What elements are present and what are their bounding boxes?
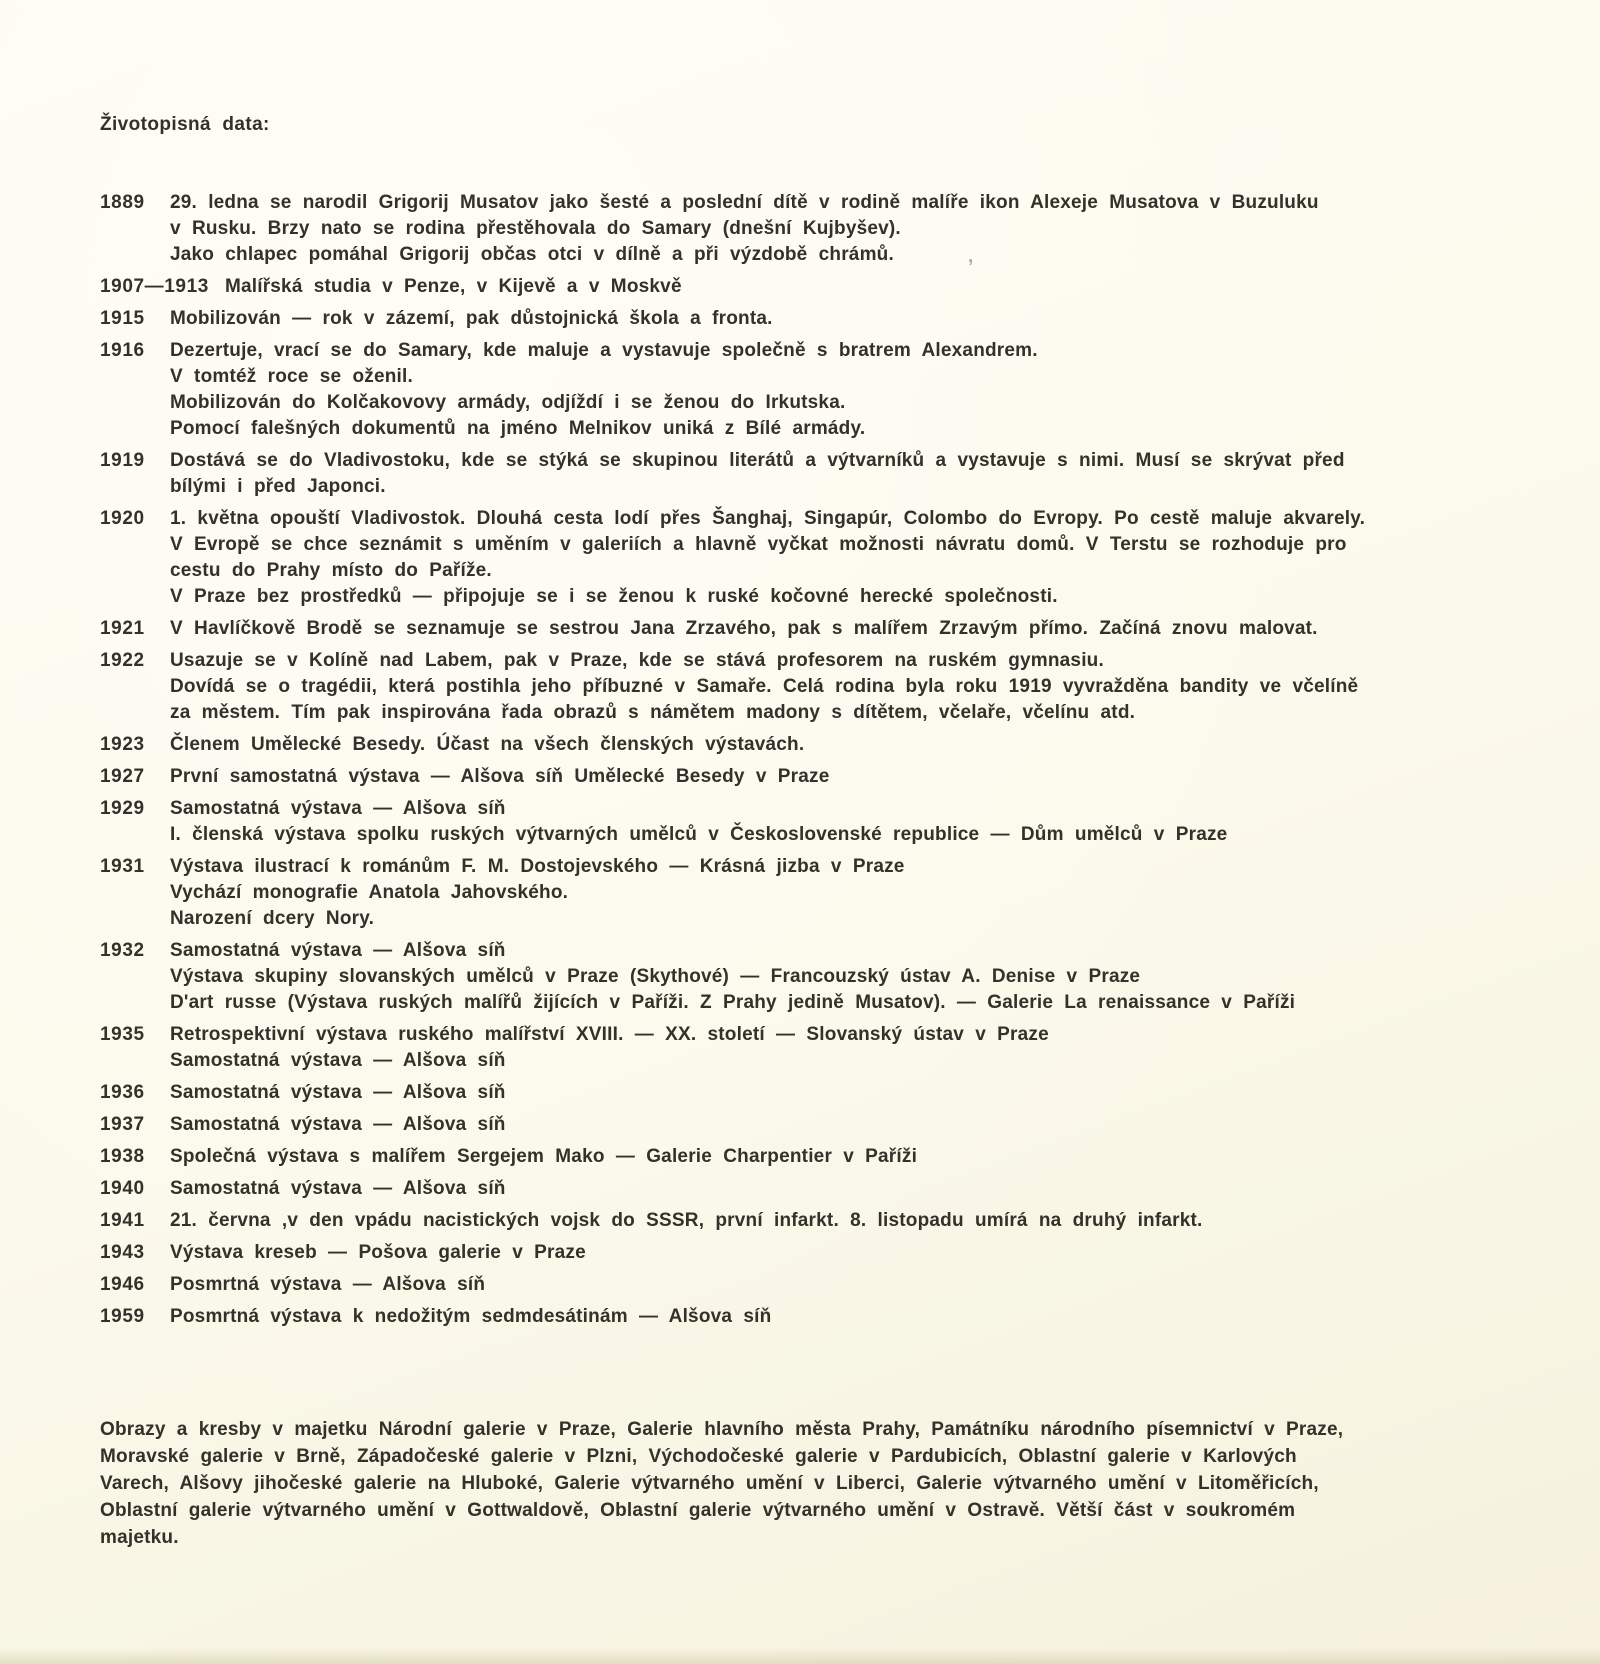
year-label: 1946 (100, 1274, 145, 1295)
year-label: 1923 (100, 734, 145, 755)
entry-line (170, 1022, 1505, 1048)
entry-line (170, 732, 1505, 758)
entry-line (170, 938, 1505, 964)
entry-line-text: Posmrtná výstava — Alšova síň (170, 1274, 486, 1295)
entry-line-text: 29. ledna se narodil Grigorij Musatov jako šesté a poslední dítě v rodině malíře ikon Alexeje Musatova v Buzuluku (170, 192, 1319, 213)
timeline-entry (100, 190, 1505, 268)
entry-text (170, 732, 1505, 758)
entry-line-text: Vychází monografie Anatola Jahovského. (170, 882, 569, 903)
entry-text (170, 938, 1505, 1016)
entry-line (170, 700, 1505, 726)
footer-line (100, 1443, 1505, 1470)
entry-line (170, 242, 1505, 268)
entry-line (170, 474, 1505, 500)
timeline-entry (100, 796, 1505, 848)
entry-line-text: Dostává se do Vladivostoku, kde se stýká se skupinou literátů a výtvarníků a vystavuje s nimi. Musí se skrývat před (170, 450, 1345, 471)
footer-line (100, 1524, 1505, 1551)
timeline-entry (100, 1272, 1505, 1298)
year-label: 1959 (100, 1306, 145, 1327)
entry-text (225, 274, 1505, 300)
entry-text (170, 764, 1505, 790)
collections-paragraph (100, 1416, 1505, 1551)
footer-line-text: Varech, Alšovy jihočeské galerie na Hluboké, Galerie výtvarného umění v Liberci, Galerie výtvarného umění v Litoměřicích, (100, 1473, 1319, 1494)
entry-line-text: 1. května opouští Vladivostok. Dlouhá cesta lodí přes Šanghaj, Singapúr, Colombo do Evropy. Po cestě maluje akvarely. (170, 508, 1366, 529)
biography-timeline (100, 190, 1505, 1330)
entry-line-text: Samostatná výstava — Alšova síň (170, 940, 506, 961)
entry-text (170, 1144, 1505, 1170)
page-title (100, 112, 1505, 138)
timeline-entry (100, 448, 1505, 500)
entry-line-text: Usazuje se v Kolíně nad Labem, pak v Praze, kde se stává profesorem na ruském gymnasiu. (170, 650, 1104, 671)
timeline-entry (100, 1112, 1505, 1138)
entry-line-text: Výstava skupiny slovanských umělců v Praze (Skythové) — Francouzský ústav A. Denise v Praze (170, 966, 1141, 987)
entry-line (170, 190, 1505, 216)
year-label: 1937 (100, 1114, 145, 1135)
entry-line-text: Posmrtná výstava k nedožitým sedmdesátinám — Alšova síň (170, 1306, 772, 1327)
entry-line-text: Retrospektivní výstava ruského malířství XVIII. — XX. století — Slovanský ústav v Praze (170, 1024, 1049, 1045)
year-label: 1935 (100, 1024, 145, 1045)
timeline-entry (100, 616, 1505, 642)
entry-line (170, 306, 1505, 332)
footer-line (100, 1416, 1505, 1443)
entry-text (170, 1176, 1505, 1202)
entry-line (170, 990, 1505, 1016)
timeline-entry (100, 306, 1505, 332)
entry-line (170, 616, 1505, 642)
timeline-entry (100, 1176, 1505, 1202)
entry-line-text: Společná výstava s malířem Sergejem Mako — Galerie Charpentier v Paříži (170, 1146, 918, 1167)
entry-line-text: Výstava ilustrací k románům F. M. Dostojevského — Krásná jizba v Praze (170, 856, 905, 877)
timeline-entry (100, 938, 1505, 1016)
entry-line-text: Výstava kreseb — Pošova galerie v Praze (170, 1242, 586, 1263)
entry-text (170, 1304, 1505, 1330)
entry-line (170, 558, 1505, 584)
year-label: 1938 (100, 1146, 145, 1167)
year-label: 1941 (100, 1210, 145, 1231)
entry-line-text: D'art russe (Výstava ruských malířů žijících v Paříži. Z Prahy jedině Musatov). — Galerie La renaissance v Paříži (170, 992, 1296, 1013)
entry-line (170, 1208, 1505, 1234)
entry-line-text: I. členská výstava spolku ruských výtvarných umělců v Československé republice — Dům umělců v Praze (170, 824, 1228, 845)
entry-line-text: Jako chlapec pomáhal Grigorij občas otci v dílně a při výzdobě chrámů. (170, 244, 894, 265)
timeline-entry (100, 764, 1505, 790)
entry-line-text: Narození dcery Nory. (170, 908, 375, 929)
footer-line-text: majetku. (100, 1527, 179, 1548)
timeline-entry (100, 732, 1505, 758)
entry-line (170, 532, 1505, 558)
entry-text (170, 338, 1505, 442)
entry-line (170, 364, 1505, 390)
entry-line (170, 584, 1505, 610)
entry-line-text: bílými i před Japonci. (170, 476, 386, 497)
entry-line (170, 822, 1505, 848)
entry-line-text: Mobilizován — rok v zázemí, pak důstojnická škola a fronta. (170, 308, 773, 329)
print-artifact: , (968, 246, 974, 267)
entry-line (170, 764, 1505, 790)
entry-line-text: Dezertuje, vrací se do Samary, kde maluje a vystavuje společně s bratrem Alexandrem. (170, 340, 1038, 361)
timeline-entry (100, 1304, 1505, 1330)
entry-line (170, 1272, 1505, 1298)
footer-line-text: Obrazy a kresby v majetku Národní galerie v Praze, Galerie hlavního města Prahy, Památníku národního písemnictví v Praze, (100, 1419, 1344, 1440)
entry-line-text: Malířská studia v Penze, v Kijevě a v Moskvě (224, 276, 682, 297)
entry-text (170, 1272, 1505, 1298)
entry-line-text: V Evropě se chce seznámit s uměním v galeriích a hlavně vyčkat možnosti návratu domů. V Terstu se rozhoduje pro (170, 534, 1347, 555)
timeline-entry (100, 1080, 1505, 1106)
entry-line (170, 1080, 1505, 1106)
entry-line (170, 854, 1505, 880)
entry-line-text: První samostatná výstava — Alšova síň Umělecké Besedy v Praze (170, 766, 830, 787)
year-label: 1915 (100, 308, 145, 329)
entry-line-text: Mobilizován do Kolčakovovy armády, odjíždí i se ženou do Irkutska. (170, 392, 846, 413)
entry-line (170, 906, 1505, 932)
entry-text (170, 1080, 1505, 1106)
timeline-entry (100, 1144, 1505, 1170)
entry-line-text: cestu do Prahy místo do Paříže. (170, 560, 492, 581)
entry-line-text: Dovídá se o tragédii, která postihla jeho příbuzné v Samaře. Celá rodina byla roku 1919 vyvražděna bandity ve včelíně (170, 676, 1359, 697)
entry-line (170, 796, 1505, 822)
year-label: 1907—1913 (100, 276, 209, 297)
entry-line (170, 390, 1505, 416)
entry-line (170, 1144, 1505, 1170)
entry-text (170, 1240, 1505, 1266)
year-label: 1922 (100, 650, 145, 671)
entry-text (170, 1208, 1505, 1234)
entry-text (170, 1112, 1505, 1138)
footer-line-text: Oblastní galerie výtvarného umění v Gottwaldově, Oblastní galerie výtvarného umění v Ostravě. Větší část v soukromém (100, 1500, 1296, 1521)
entry-line-text: za městem. Tím pak inspirována řada obrazů s námětem madony s dítětem, včelaře, včelínu atd. (170, 702, 1136, 723)
entry-line-text: V Praze bez prostředků — připojuje se i se ženou k ruské kočovné herecké společnosti. (170, 586, 1058, 607)
entry-line-text: V Havlíčkově Brodě se seznamuje se sestrou Jana Zrzavého, pak s malířem Zrzavým přímo. Začíná znovu malovat. (170, 618, 1318, 639)
year-label: 1931 (100, 856, 145, 877)
entry-line-text: Samostatná výstava — Alšova síň (170, 1050, 506, 1071)
footer-line (100, 1470, 1505, 1497)
entry-line (170, 964, 1505, 990)
year-label: 1929 (100, 798, 145, 819)
year-label: 1920 (100, 508, 145, 529)
entry-line-text: Členem Umělecké Besedy. Účast na všech členských výstavách. (170, 734, 805, 755)
year-label: 1921 (100, 618, 145, 639)
entry-line (170, 448, 1505, 474)
footer-line (100, 1497, 1505, 1524)
timeline-entry (100, 506, 1505, 610)
entry-line-text: 21. června ,v den vpádu nacistických vojsk do SSSR, první infarkt. 8. listopadu umírá na druhý infarkt. (170, 1210, 1203, 1231)
entry-line (170, 1176, 1505, 1202)
entry-text (170, 854, 1505, 932)
entry-line (170, 648, 1505, 674)
timeline-entry (100, 1208, 1505, 1234)
timeline-entry (100, 1022, 1505, 1074)
entry-line-text: Samostatná výstava — Alšova síň (170, 1178, 506, 1199)
year-label: 1940 (100, 1178, 145, 1199)
footer-line-text: Moravské galerie v Brně, Západočeské galerie v Plzni, Východočeské galerie v Pardubicích, Oblastní galerie v Karlových (100, 1446, 1297, 1467)
entry-text (170, 648, 1505, 726)
entry-line (170, 1304, 1505, 1330)
entry-text (170, 190, 1505, 268)
entry-text (170, 506, 1505, 610)
entry-line (170, 216, 1505, 242)
timeline-entry (100, 854, 1505, 932)
timeline-entry (100, 338, 1505, 442)
entry-text (170, 796, 1505, 848)
entry-text (170, 1022, 1505, 1074)
year-label: 1932 (100, 940, 145, 961)
entry-line-text: Samostatná výstava — Alšova síň (170, 1082, 506, 1103)
entry-line-text: Pomocí falešných dokumentů na jméno Melnikov uniká z Bílé armády. (170, 418, 866, 439)
entry-line-text: V tomtéž roce se oženil. (170, 366, 413, 387)
entry-line (225, 274, 1505, 300)
entry-line-text: v Rusku. Brzy nato se rodina přestěhovala do Samary (dnešní Kujbyšev). (170, 218, 901, 239)
entry-line (170, 338, 1505, 364)
year-label: 1936 (100, 1082, 145, 1103)
page-title-text: Životopisná data: (100, 114, 270, 135)
entry-line (170, 674, 1505, 700)
year-label: 1943 (100, 1242, 145, 1263)
entry-text (170, 306, 1505, 332)
timeline-entry (100, 648, 1505, 726)
timeline-entry (100, 1240, 1505, 1266)
entry-line (170, 880, 1505, 906)
entry-line (170, 506, 1505, 532)
entry-text (170, 448, 1505, 500)
year-label: 1927 (100, 766, 145, 787)
timeline-entry (100, 274, 1505, 300)
year-label: 1919 (100, 450, 145, 471)
year-label: 1889 (100, 192, 145, 213)
entry-line (170, 1112, 1505, 1138)
entry-text (170, 616, 1505, 642)
entry-line-text: Samostatná výstava — Alšova síň (170, 1114, 506, 1135)
year-label: 1916 (100, 340, 145, 361)
entry-line-text: Samostatná výstava — Alšova síň (170, 798, 506, 819)
entry-line (170, 1048, 1505, 1074)
entry-line (170, 416, 1505, 442)
entry-line (170, 1240, 1505, 1266)
